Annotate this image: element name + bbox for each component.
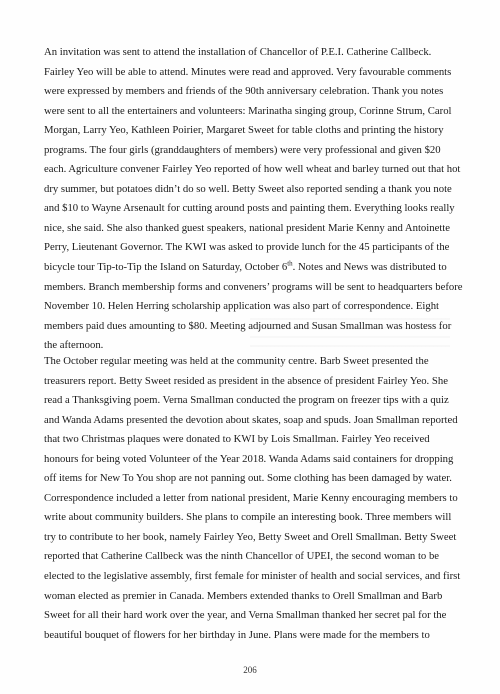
paragraph-september-meeting: An invitation was sent to attend the installation of Chancellor of P.E.I. Catherine Callbeck. Fairley Yeo will be able to attend. Minutes were read and approved. Very favourable comments were expressed by members and friends of the 90th anniversary celebration. Thank you notes were sent to all the entertainers and volunteers: Marinatha singing group, Corinne Strum, Carol Morgan, Larry Yeo, Kathleen Poirier, Margaret Sweet for table cloths and printing the history programs. The four girls (granddaughters of members) were very professional and given $20 each. Agriculture convener Fairley Yeo reported of how well wheat and barley turned out that hot dry summer, but potatoes didn’t do so well. Betty Sweet also reported sending a thank you note and $10 to Wayne Arsenault for cutting around posts and painting them. Everything looks really nice, she said. She also thanked guest speakers, national president Marie Kenny and Antoinette Perry, Lieutenant Governor. The KWI was asked to provide lunch for the 45 participants of the bicycle tour Tip-to-Tip the Island on Saturday, October 6th. Notes and News was distributed to members. Branch membership forms and conveners’ programs will be sent to headquarters before November 10. Helen Herring scholarship application was also part of correspondence. Eight members paid dues amounting to $80. Meeting adjourned and Susan Smallman was hostess for the afternoon.	[44, 46, 463, 352]
page-number: 206	[243, 665, 257, 675]
ordinal-suffix: th	[287, 259, 293, 268]
paragraph-october-meeting: The October regular meeting was held at the community centre. Barb Sweet presented the treasurers report. Betty Sweet resided as president in the absence of president Fairley Yeo. She read a Thanksgiving poem. Verna Smallman conducted the program on freezer tips with a quiz and Wanda Adams presented the devotion about skates, soap and spuds. Joan Smallman reported that two Christmas plaques were donated to KWI by Lois Smallman. Fairley Yeo received honours for being voted Volunteer of the Year 2018. Wanda Adams said containers for dropping off items for New To You shop are not panning out. Some clothing has been damaged by water. Correspondence included a letter from national president, Marie Kenny encouraging members to write about community builders. She plans to compile an interesting book. Three members will try to contribute to her book, namely Fairley Yeo, Betty Sweet and Orell Smallman. Betty Sweet reported that Catherine Callbeck was the ninth Chancellor of UPEI, the second woman to be elected to the legislative assembly, first female for minister of health and social services, and first woman elected as premier in Canada. Members extended thanks to Orell Smallman and Barb Sweet for all their hard work over the year, and Verna Smallman thanked her secret pal for the beautiful bouquet of flowers for her birthday in June. Plans were made for the members to	[44, 355, 461, 641]
